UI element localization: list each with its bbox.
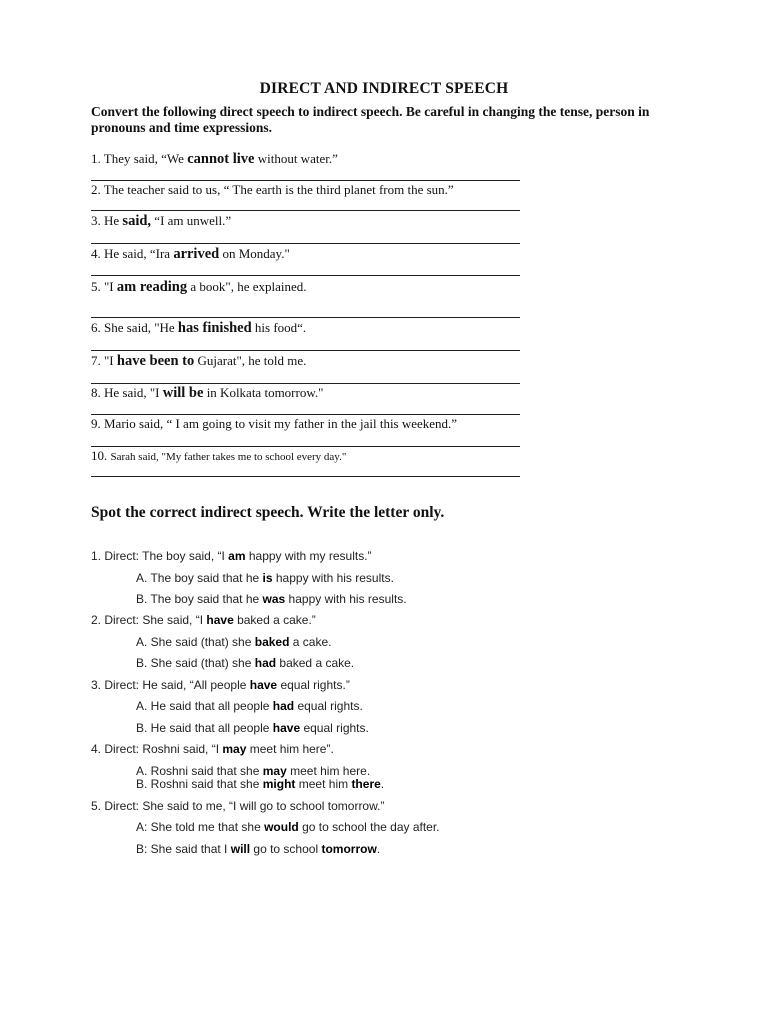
- mc-item-4-direct: 4. Direct: Roshni said, “I may meet him here”.: [91, 742, 334, 756]
- question-6: 6. She said, "He has finished his food“.: [91, 320, 307, 336]
- mc-item-3-option-b: B. He said that all people have equal rights.: [136, 721, 369, 735]
- answer-line-10[interactable]: [91, 476, 520, 477]
- mc-item-2-direct: 2. Direct: She said, “I have baked a cake.”: [91, 613, 316, 627]
- page-title: DIRECT AND INDIRECT SPEECH: [259, 80, 509, 97]
- answer-line-7[interactable]: [91, 383, 520, 384]
- answer-line-4[interactable]: [91, 275, 520, 276]
- mc-item-5-option-b: B: She said that I will go to school tomorrow.: [136, 842, 381, 856]
- section-2-title: Spot the correct indirect speech. Write the letter only.: [91, 504, 445, 521]
- question-4: 4. He said, “Ira arrived on Monday.": [91, 246, 290, 262]
- mc-item-5-option-a: A: She told me that she would go to school the day after.: [136, 820, 440, 834]
- mc-item-1-direct: 1. Direct: The boy said, “I am happy with my results.”: [91, 549, 372, 563]
- question-5: 5. "I am reading a book", he explained.: [91, 279, 307, 295]
- mc-item-3-direct: 3. Direct: He said, “All people have equal rights.”: [91, 678, 350, 692]
- answer-line-5[interactable]: [91, 317, 520, 318]
- question-2: 2. The teacher said to us, “ The earth is the third planet from the sun.”: [91, 182, 454, 197]
- mc-item-1-option-a: A. The boy said that he is happy with his results.: [136, 571, 394, 585]
- answer-line-3[interactable]: [91, 243, 520, 244]
- mc-item-5-direct: 5. Direct: She said to me, “I will go to school tomorrow.”: [91, 799, 385, 813]
- mc-item-2-option-a: A. She said (that) she baked a cake.: [136, 635, 332, 649]
- question-7: 7. "I have been to Gujarat", he told me.: [91, 353, 307, 369]
- question-8: 8. He said, "I will be in Kolkata tomorrow.": [91, 385, 324, 401]
- instructions: Convert the following direct speech to indirect speech. Be careful in changing the tense, person in pronouns and time expressions.: [91, 104, 650, 135]
- answer-line-9[interactable]: [91, 446, 520, 447]
- question-3: 3. He said, “I am unwell.”: [91, 213, 232, 229]
- mc-item-4-option-b: B. Roshni said that she might meet him there.: [136, 777, 385, 791]
- mc-item-2-option-b: B. She said (that) she had baked a cake.: [136, 656, 355, 670]
- answer-line-8[interactable]: [91, 414, 520, 415]
- mc-item-3-option-a: A. He said that all people had equal rights.: [136, 699, 363, 713]
- question-1: 1. They said, “We cannot live without water.”: [91, 151, 338, 167]
- mc-item-4-option-a: A. Roshni said that she may meet him here.: [136, 764, 371, 778]
- question-9: 9. Mario said, “ I am going to visit my father in the jail this weekend.”: [91, 416, 458, 431]
- question-10: 10. Sarah said, "My father takes me to school every day.": [91, 448, 347, 463]
- answer-line-1[interactable]: [91, 180, 520, 181]
- answer-line-2[interactable]: [91, 210, 520, 211]
- mc-item-1-option-b: B. The boy said that he was happy with his results.: [136, 592, 407, 606]
- answer-line-6[interactable]: [91, 350, 520, 351]
